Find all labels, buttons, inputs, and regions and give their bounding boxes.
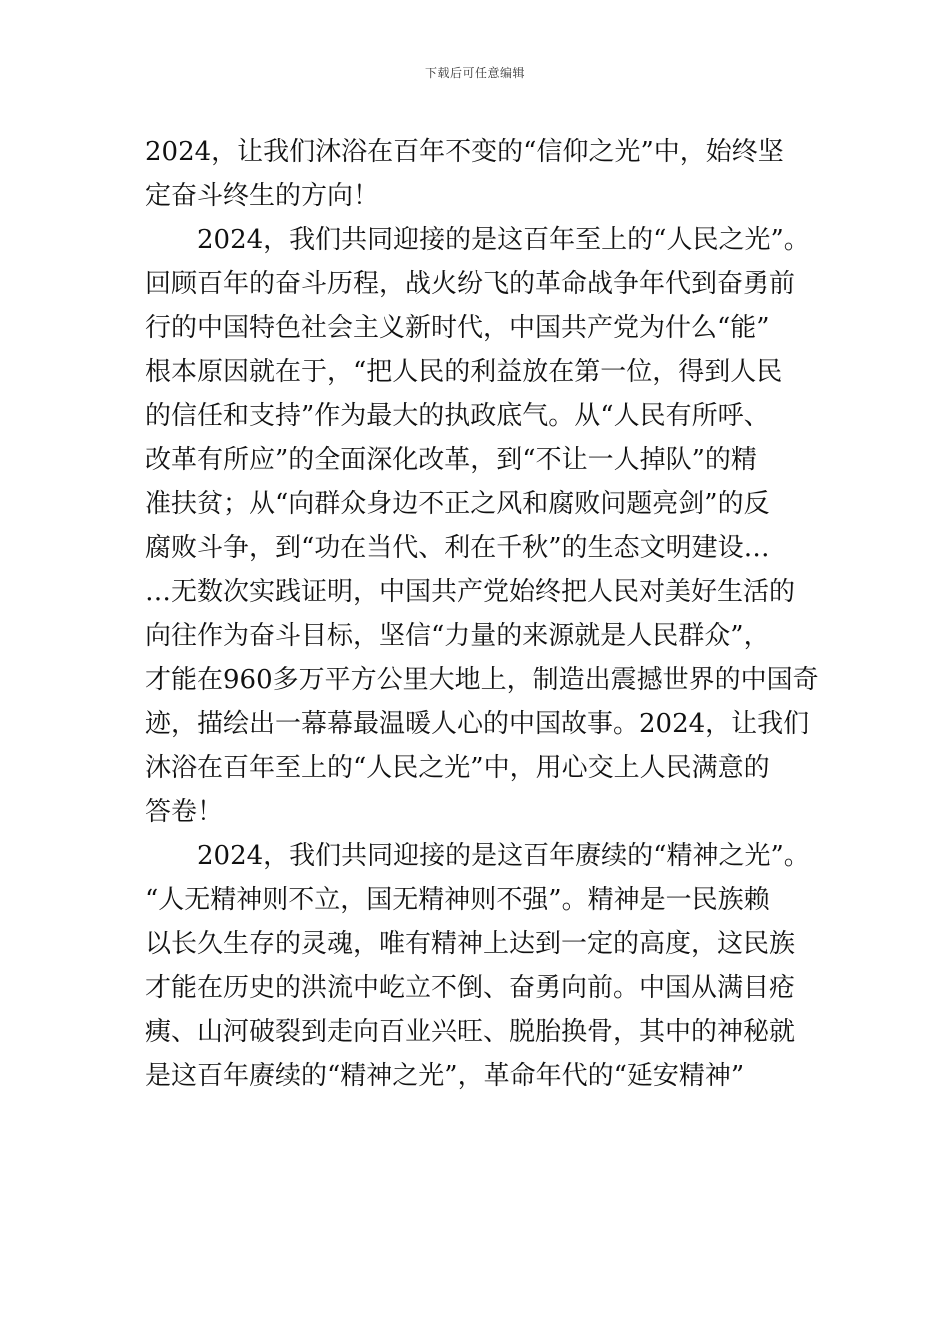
text-line: 2024，我们共同迎接的是这百年至上的“人民之光”。 bbox=[145, 225, 810, 255]
text-line: 迹，描绘出一幕幕最温暖人心的中国故事。2024，让我们 bbox=[145, 709, 810, 739]
text-line: 改革有所应”的全面深化改革，到“不让一人掉队”的精 bbox=[145, 445, 757, 475]
page-header: 下载后可任意编辑 bbox=[424, 66, 525, 80]
text-line: 是这百年赓续的“精神之光”，革命年代的“延安精神” bbox=[145, 1061, 745, 1091]
text-line: 痍、山河破裂到走向百业兴旺、脱胎换骨，其中的神秘就 bbox=[145, 1017, 796, 1047]
text-line: “人无精神则不立，国无精神则不强”。精神是一民族赖 bbox=[145, 885, 770, 915]
text-line: 2024，我们共同迎接的是这百年赓续的“精神之光”。 bbox=[145, 841, 810, 871]
text-line: 沐浴在百年至上的“人民之光”中，用心交上人民满意的 bbox=[145, 753, 770, 783]
text-line: 腐败斗争，到“功在当代、利在千秋”的生态文明建设… bbox=[145, 533, 770, 563]
text-line: 根本原因就在于，“把人民的利益放在第一位，得到人民 bbox=[145, 357, 783, 387]
text-line: 向往作为奋斗目标，坚信“力量的来源就是人民群众”， bbox=[145, 621, 770, 651]
text-line: 2024，让我们沐浴在百年不变的“信仰之光”中，始终坚 bbox=[145, 137, 784, 167]
text-line: 的信任和支持”作为最大的执政底气。从“人民有所呼、 bbox=[145, 401, 770, 431]
body-text bbox=[145, 130, 825, 1098]
text-line: 准扶贫；从“向群众身边不正之风和腐败问题亮剑”的反 bbox=[145, 489, 770, 519]
text-line: 才能在历史的洪流中屹立不倒、奋勇向前。中国从满目疮 bbox=[145, 973, 796, 1003]
text-line: 定奋斗终生的方向！ bbox=[145, 181, 380, 211]
text-line: 才能在960多万平方公里大地上，制造出震撼世界的中国奇 bbox=[145, 665, 819, 695]
text-line: 行的中国特色社会主义新时代，中国共产党为什么“能” bbox=[145, 313, 770, 343]
text-line: 以长久生存的灵魂，唯有精神上达到一定的高度，这民族 bbox=[145, 929, 796, 959]
text-line: 答卷！ bbox=[145, 797, 224, 827]
text-line: …无数次实践证明，中国共产党始终把人民对美好生活的 bbox=[145, 577, 796, 607]
text-line: 回顾百年的奋斗历程，战火纷飞的革命战争年代到奋勇前 bbox=[145, 269, 796, 299]
